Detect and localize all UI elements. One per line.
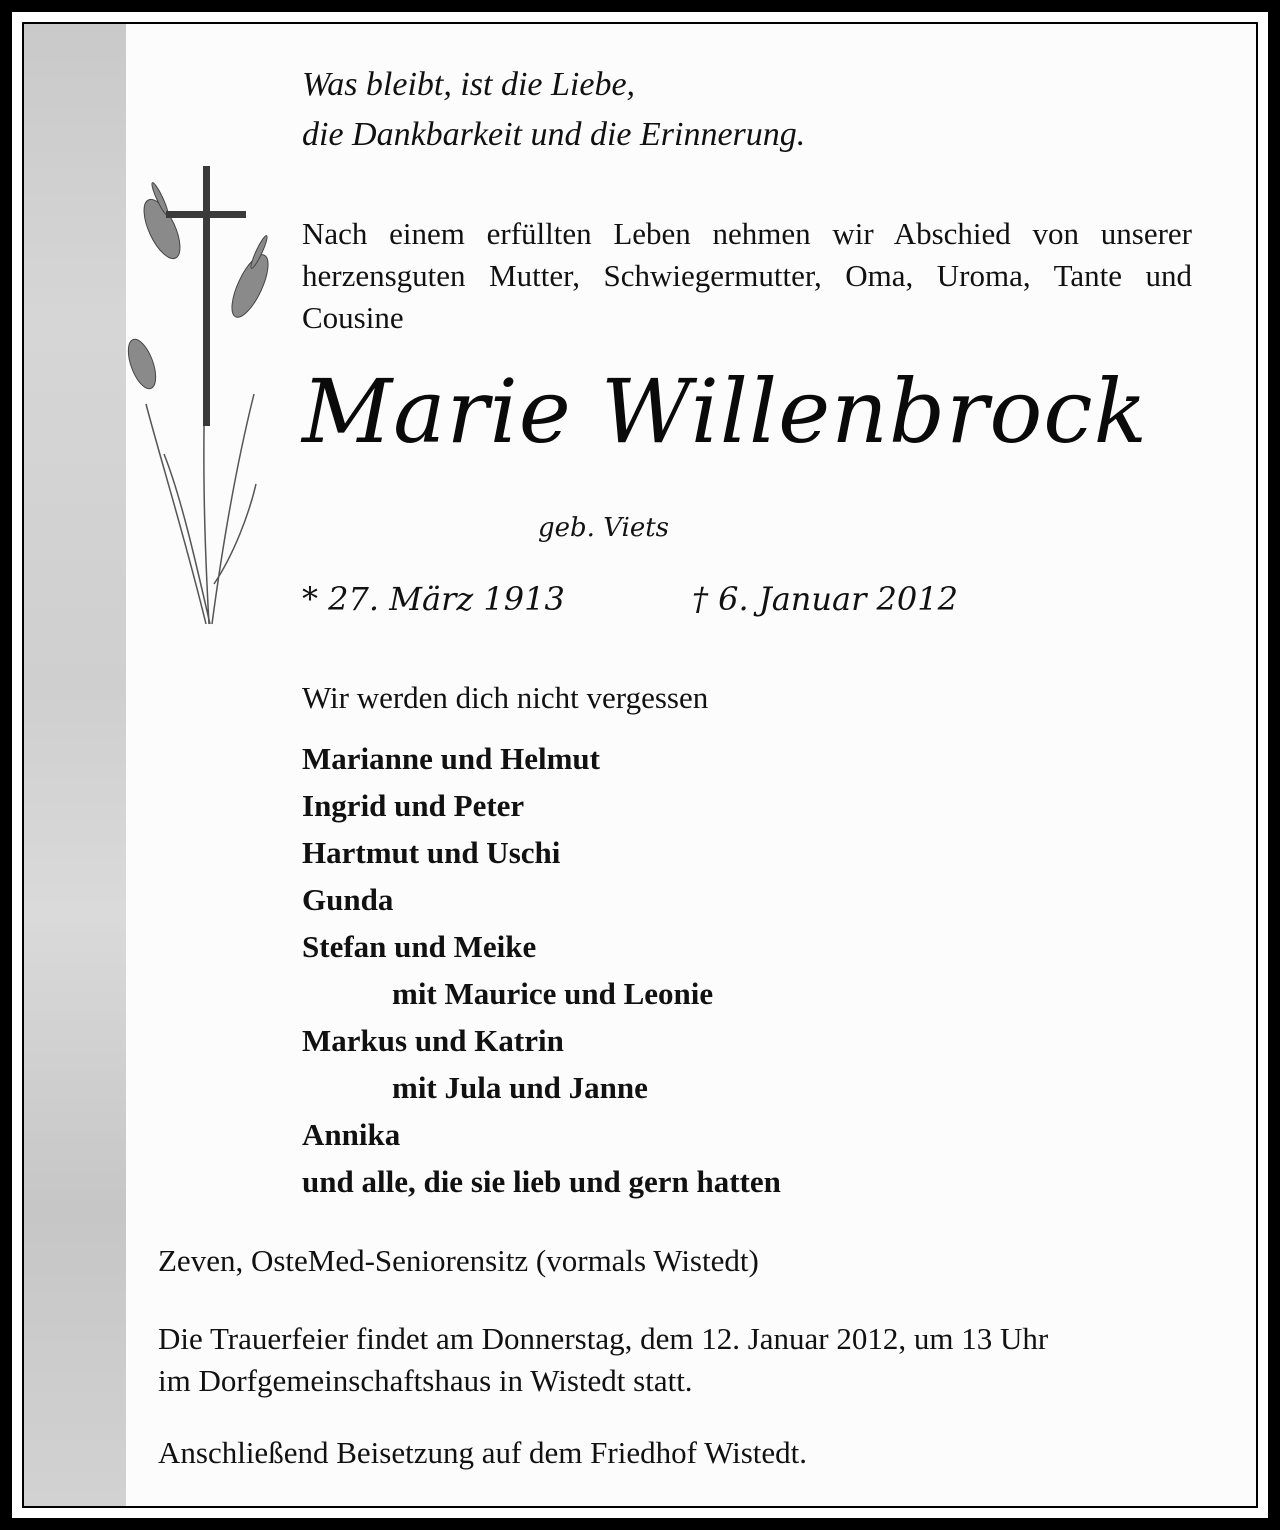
mourners-list — [302, 735, 781, 1205]
mourners-intro: Wir werden dich nicht vergessen — [302, 680, 709, 715]
service-line-2: im Dorfgemeinschaftshaus in Wistedt statt. — [158, 1363, 693, 1398]
service-line-1: Die Trauerfeier findet am Donnerstag, dem 12. Januar 2012, um 13 Uhr — [158, 1321, 1049, 1356]
mourner-entry: mit Maurice und Leonie — [392, 976, 714, 1011]
mourner-entry: Marianne und Helmut — [302, 741, 600, 776]
mourner-entry: Markus und Katrin — [302, 1023, 564, 1058]
death-date: † 6. Januar 2012 — [692, 580, 958, 618]
mourner-entry: Stefan und Meike — [302, 929, 537, 964]
mourner-entry: Annika — [302, 1117, 401, 1152]
deceased-name: Marie Willenbrock — [302, 360, 1148, 463]
maiden-name: geb. Viets — [538, 513, 670, 543]
mourner-entry: mit Jula und Janne — [392, 1070, 648, 1105]
burial-line: Anschließend Beisetzung auf dem Friedhof Wistedt. — [158, 1435, 808, 1470]
mourner-entry: und alle, die sie lieb und gern hatten — [302, 1164, 781, 1199]
cross-with-wheat-icon — [84, 154, 284, 634]
motto-line-2: die Dankbarkeit und die Erinnerung. — [302, 116, 806, 153]
announcement-text: Nach einem erfüllten Leben nehmen wir Abschied von unserer herzensguten Mutter, Schwiegermutter, Oma, Uroma, Tante und Cousine — [302, 216, 1192, 335]
location-line: Zeven, OsteMed-Seniorensitz (vormals Wistedt) — [158, 1243, 759, 1278]
birth-date: * 27. März 1913 — [302, 580, 565, 618]
mourner-entry: Gunda — [302, 882, 394, 917]
motto-line-1: Was bleibt, ist die Liebe, — [302, 66, 636, 103]
mourner-entry: Hartmut und Uschi — [302, 835, 561, 870]
mourner-entry: Ingrid und Peter — [302, 788, 525, 823]
